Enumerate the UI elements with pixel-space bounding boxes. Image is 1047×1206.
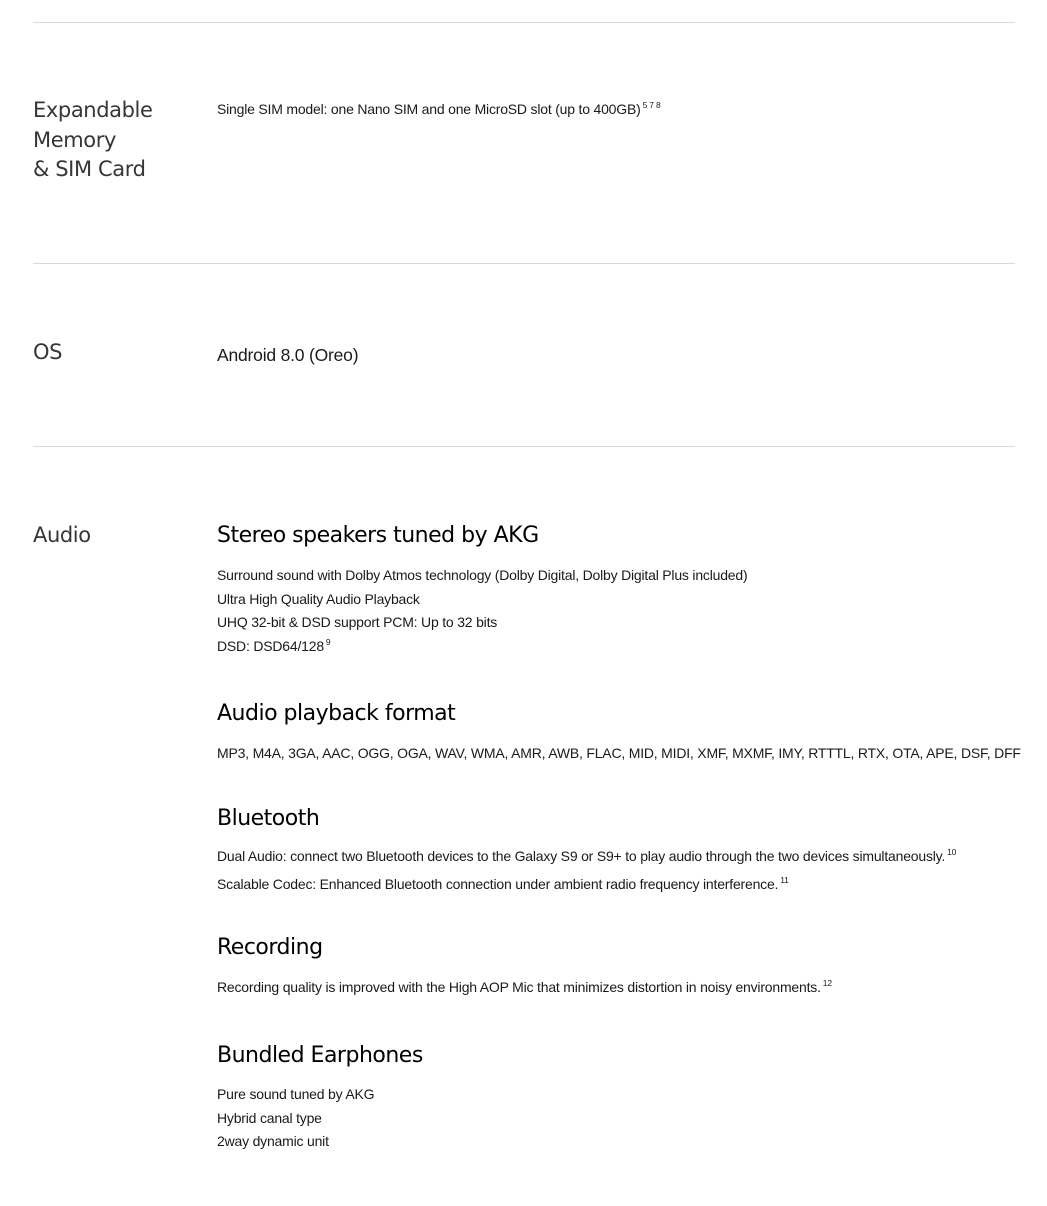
speakers-line-4-text: DSD: DSD64/128 — [217, 637, 324, 654]
earphones-line-3: 2way dynamic unit — [217, 1133, 329, 1149]
bluetooth-footnote-2: 11 — [780, 874, 789, 885]
memory-section-content — [217, 98, 1007, 122]
os-value: Android 8.0 (Oreo) — [217, 345, 359, 365]
memory-section-label — [33, 96, 193, 185]
bluetooth-line-1-text: Dual Audio: connect two Bluetooth devices to the Galaxy S9 or S9+ to play audio through the two devices simultaneously. — [217, 848, 946, 864]
earphones-heading: Bundled Earphones — [217, 1043, 423, 1068]
os-label: OS — [33, 340, 63, 364]
earphones-line-1: Pure sound tuned by AKG — [217, 1086, 375, 1102]
speakers-footnote: 9 — [325, 636, 331, 647]
speakers-details — [217, 564, 1007, 658]
bluetooth-line-1 — [217, 843, 1007, 871]
speakers-line-1: Surround sound with Dolby Atmos technology (Dolby Digital, Dolby Digital Plus included) — [217, 567, 748, 583]
divider-memory-os — [33, 263, 1015, 264]
bluetooth-details — [217, 843, 1007, 898]
recording-text: Recording quality is improved with the High AOP Mic that minimizes distortion in noisy environments. — [217, 979, 821, 995]
recording-heading: Recording — [217, 935, 323, 960]
playback-formats: MP3, M4A, 3GA, AAC, OGG, OGA, WAV, WMA, AMR, AWB, FLAC, MID, MIDI, XMF, MXMF, IMY, RTTTL, RTX, OTA, APE, DSF, DFF — [217, 745, 1021, 761]
playback-details — [217, 742, 1021, 766]
speakers-heading: Stereo speakers tuned by AKG — [217, 523, 539, 548]
bluetooth-line-2-text: Scalable Codec: Enhanced Bluetooth connection under ambient radio frequency interference. — [217, 875, 779, 892]
earphones-details — [217, 1083, 1007, 1154]
memory-value — [217, 98, 1007, 122]
bluetooth-line-2 — [217, 871, 1007, 899]
os-section-content — [217, 343, 1007, 367]
memory-footnote: 5 7 8 — [642, 100, 661, 110]
speakers-line-3: UHQ 32-bit & DSD support PCM: Up to 32 bits — [217, 614, 498, 630]
recording-details — [217, 976, 1007, 1000]
os-section-label — [33, 338, 193, 368]
speakers-line-4 — [217, 635, 1007, 659]
divider-top — [33, 22, 1015, 23]
playback-heading: Audio playback format — [217, 701, 456, 726]
memory-label-line-2: Memory — [33, 127, 117, 152]
memory-label-line-3: & SIM Card — [33, 157, 146, 181]
divider-os-audio — [33, 446, 1015, 447]
bluetooth-heading: Bluetooth — [217, 806, 320, 831]
recording-footnote: 12 — [822, 978, 832, 988]
memory-label-line-1: Expandable — [33, 98, 153, 122]
audio-label: Audio — [33, 523, 91, 547]
recording-line — [217, 976, 1007, 1000]
bluetooth-footnote-1: 10 — [947, 847, 957, 857]
audio-section-label — [33, 521, 193, 551]
memory-value-text: Single SIM model: one Nano SIM and one MicroSD slot (up to 400GB) — [217, 101, 641, 117]
earphones-line-2: Hybrid canal type — [217, 1109, 322, 1126]
speakers-line-2: Ultra High Quality Audio Playback — [217, 590, 420, 607]
